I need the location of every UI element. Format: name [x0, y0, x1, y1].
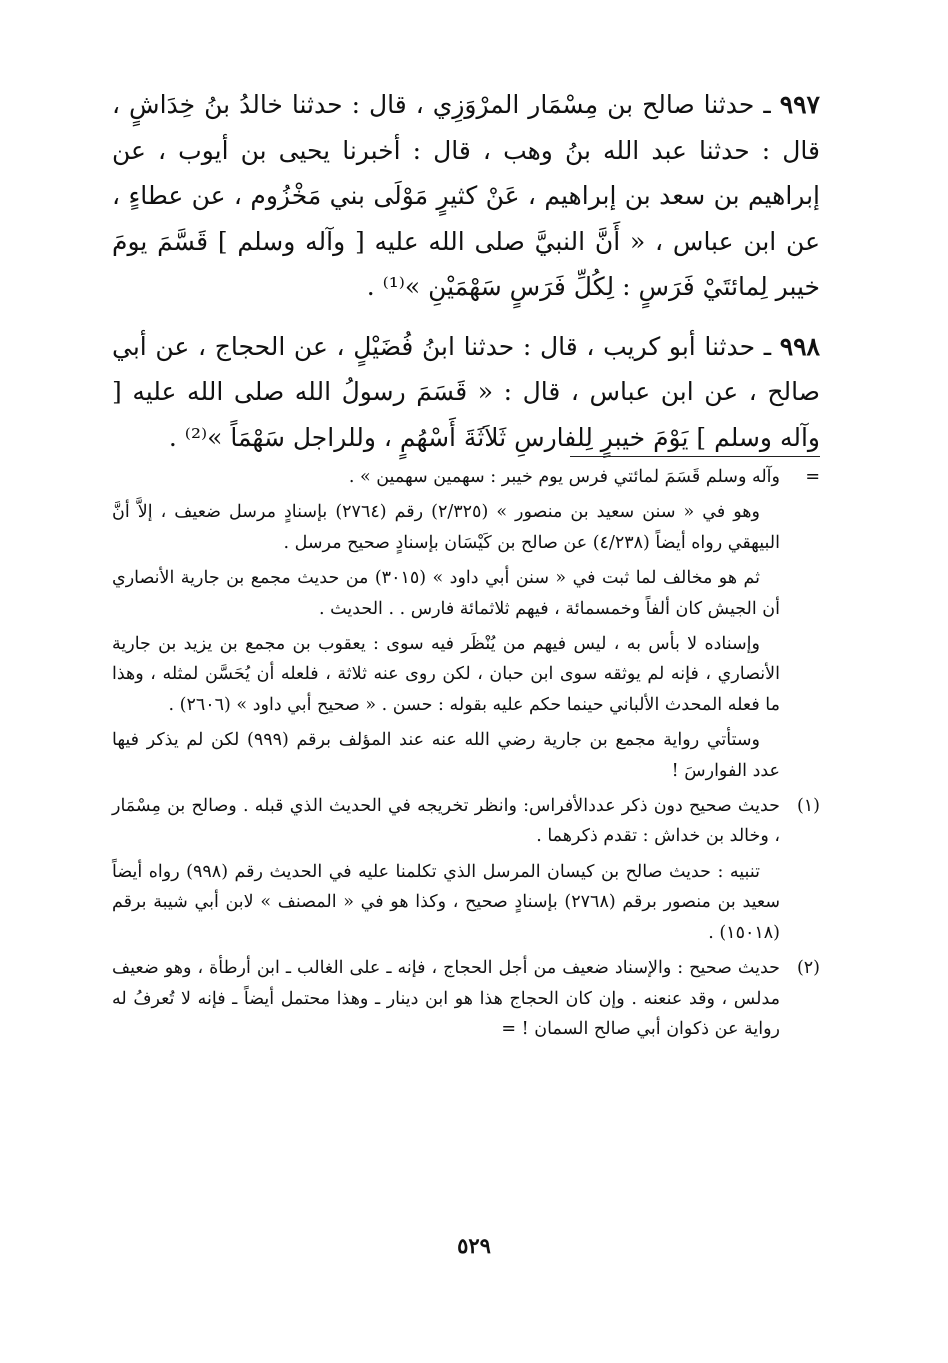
continuation-end-mark: = [501, 1018, 517, 1039]
footnote-separator [570, 456, 820, 457]
hadith-text: ـ حدثنا أبو كريب ، قال : حدثنا ابنُ فُضَيْلٍ ، عن الحجاج ، عن أبي صالح ، عن ابن عباس ، قال : « قَسَمَ رسولُ الله صلى الله عليه [ وآله وسلم ] يَوْمَ خيبرٍ لِلفارسِ ثَلاَثَةَ أَسْهُمٍ ، وللراجل سَهْمَاً »⁽²⁾ . [112, 331, 820, 452]
hadith-text: ـ حدثنا صالح بن مِسْمَار المرْوَزِي ، قال : حدثنا خالدُ بنُ خِدَاشٍ ، قال : حدثنا عبد الله بنُ وهب ، قال : أخبرنا يحيى بن أيوب ، عن إبراهيم بن سعد بن إبراهيم ، عَنْ كثيرٍ مَوْلَى بني مَخْزُوم ، عن عطاءٍ ، عن ابن عباس ، « أَنَّ النبيَّ صلى الله عليه [ وآله وسلم ] قَسَّمَ يومَ خيبر لِمائتَيْ فَرَسٍ : لِكُلِّ فَرَسٍ سَهْمَيْنِ »⁽¹⁾ . [112, 90, 820, 301]
footnote-2 [112, 953, 820, 1044]
footnote-marker: (١) [796, 796, 820, 817]
footnote-text: حديث صحيح دون ذكر عددالأفراس: وانظر تخريجه في الحديث الذي قبله . وصالح بن مِسْمَار ، وخالد بن خداش : تقدم ذكرهما . [112, 796, 780, 847]
page-number: ٥٢٩ [457, 1233, 491, 1258]
footnote-text: حديث صحيح : والإسناد ضعيف من أجل الحجاج ، فإنه ـ على الغالب ـ ابن أرطأة ، وهو ضعيف مدلس ، وقد عنعنه . وإن كان الحجاج هذا هو ابن دينار ـ وهذا محتمل أيضاً ـ فإنه لا تُعرفُ له رواية عن ذكوان أبي صالح السمان ! [112, 958, 780, 1039]
footnote-1 [112, 791, 820, 852]
note-paragraph: وستأتي رواية مجمع بن جارية رضي الله عنه عند المؤلف برقم (٩٩٩) لكن لم يذكر فيها عدد الفوارسَ ! [112, 730, 780, 781]
main-text [112, 82, 820, 474]
note-paragraph: وإسناده لا بأس به ، ليس فيهم من يُنْظَر فيه سوى : يعقوب بن مجمع بن يزيد بن جارية الأنصاري ، فإنه لم يوثقه سوى ابن حبان ، لكن روى عنه ثلاثة ، فلعله أن يُحَسَّن لمثله ، وهذا ما فعله المحدث الألباني حينما حكم عليه بقوله : حسن . « صحيح أبي داود » (٢٦٠٦) . [112, 634, 780, 715]
continuation-mark: = [805, 467, 820, 487]
note-paragraph: وهو في « سنن سعيد بن منصور » (٢/٣٢٥) رقم (٢٧٦٤) بإسنادٍ مرسل ضعيف ، إلاَّ أنَّ البيهقي رواه أيضاً (٤/٢٣٨) عن صالح بن كَيْسَان بإسنادٍ صحيح مرسل . [112, 502, 780, 553]
footnote-1-remark: تنبيه : حديث صالح بن كيسان المرسل الذي تكلمنا عليه في الحديث رقم (٩٩٨) رواه أيضاً سعيد بن منصور برقم (٢٧٦٨) بإسنادٍ صحيح ، وكذا هو في « المصنف » لابن أبي شيبة برقم (١٥٠١٨) . [112, 861, 781, 943]
footnote-marker: (٢) [796, 958, 820, 979]
hadith-number: ٩٩٧ [779, 90, 820, 119]
hadith-998 [112, 324, 820, 461]
footnotes-area [112, 462, 820, 1049]
continued-note-text: وآله وسلم قَسَمَ لمائتي فرس يوم خيبر : سهمين سهمين » . [348, 467, 780, 487]
note-paragraph: ثم هو مخالف لما ثبت في « سنن أبي داود » (٣٠١٥) من حديث مجمع بن جارية الأنصاري أن الجيش كان ألفاً وخمسمائة ، فيهم ثلاثمائة فارس . . الحديث . [112, 568, 780, 619]
continued-note [112, 462, 820, 492]
hadith-number: ٩٩٨ [779, 331, 820, 361]
hadith-997 [112, 82, 820, 310]
